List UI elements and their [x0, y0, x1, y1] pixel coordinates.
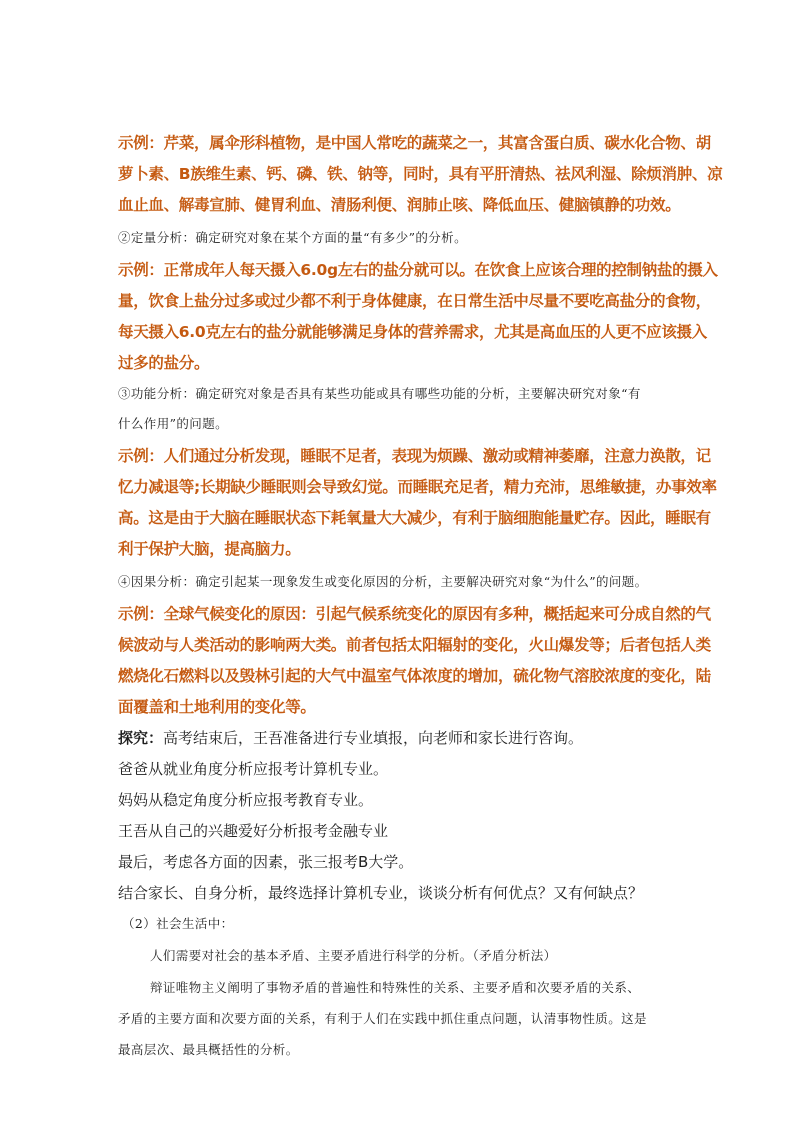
example-salt-line-2: 量，饮食上盐分过多或过少都不利于身体健康，在日常生活中尽量不要吃高盐分的食物，	[118, 292, 711, 310]
social-life-paragraph-2-line-1: 辩证唯物主义阐明了事物矛盾的普遍性和特殊性的关系、主要矛盾和次要矛盾的关系、	[150, 980, 641, 995]
exploration-label: 探究：	[118, 729, 164, 747]
example-salt-line-4: 过多的盐分。	[118, 354, 210, 372]
exploration-text: 高考结束后，王吾准备进行专业填报，向老师和家长进行咨询。	[163, 729, 584, 747]
example-climate-line-2: 候波动与人类活动的影响两大类。前者包括太阳辐射的变化，火山爆发等；后者包括人类	[118, 636, 711, 654]
exploration-intro	[118, 727, 583, 748]
social-life-paragraph-2-line-3: 最高层次、最具概括性的分析。	[118, 1042, 299, 1057]
social-life-paragraph-2-line-2: 矛盾的主要方面和次要方面的关系，有利于人们在实践中抓住重点问题，认清事物性质。这是	[118, 1011, 647, 1026]
function-analysis-heading-line-2: 什么作用”的问题。	[118, 416, 228, 431]
example-climate-line-1: 示例：全球气候变化的原因：引起气候系统变化的原因有多种，概括起来可分成自然的气	[118, 605, 711, 623]
exploration-dad-line: 爸爸从就业角度分析应报考计算机专业。	[118, 760, 389, 778]
example-sleep-line-2: 忆力减退等;长期缺少睡眠则会导致幻觉。而睡眠充足者，精力充沛，思维敏捷，办事效率	[118, 478, 717, 496]
example-sleep-line-1: 示例：人们通过分析发现，睡眠不足者，表现为烦躁、激动或精神萎靡，注意力涣散，记	[118, 447, 711, 465]
causal-analysis-heading: ④因果分析：确定引起某一现象发生或变化原因的分析，主要解决研究对象“为什么”的问题。	[118, 574, 648, 589]
exploration-self-line: 王吾从自己的兴趣爱好分析报考金融专业	[118, 822, 389, 840]
example-celery-line-3: 血止血、解毒宣肺、健胃利血、清肠利便、润肺止咳、降低血压、健脑镇静的功效。	[118, 196, 681, 214]
function-analysis-heading-line-1: ③功能分析：确定研究对象是否具有某些功能或具有哪些功能的分析，主要解决研究对象“有	[118, 386, 641, 401]
example-celery-line-1: 示例：芹菜，属伞形科植物，是中国人常吃的蔬菜之一，其富含蛋白质、碳水化合物、胡	[118, 134, 711, 152]
example-salt-line-3: 每天摄入6.0克左右的盐分就能够满足身体的营养需求，尤其是高血压的人更不应该摄入	[118, 323, 707, 341]
quantitative-analysis-heading: ②定量分析：确定研究对象在某个方面的量“有多少”的分析。	[118, 230, 467, 245]
social-life-paragraph-1: 人们需要对社会的基本矛盾、主要矛盾进行科学的分析。（矛盾分析法）	[150, 948, 557, 963]
exploration-final-line: 最后，考虑各方面的因素，张三报考B大学。	[118, 853, 414, 871]
exploration-mom-line: 妈妈从稳定角度分析应报考教育专业。	[118, 791, 374, 809]
example-celery-line-2: 萝卜素、B族维生素、钙、磷、铁、钠等，同时，具有平肝清热、祛风利湿、除烦消肿、凉	[118, 165, 723, 183]
example-salt-line-1: 示例：正常成年人每天摄入6.0g左右的盐分就可以。在饮食上应该合理的控制钠盐的摄入	[118, 261, 718, 279]
exploration-question-line: 结合家长、自身分析，最终选择计算机专业，谈谈分析有何优点？又有何缺点？	[118, 884, 644, 902]
example-sleep-line-3: 高。这是由于大脑在睡眠状态下耗氧量大大减少，有利于脑细胞能量贮存。因此，睡眠有	[118, 509, 711, 527]
example-sleep-line-4: 利于保护大脑，提高脑力。	[118, 540, 301, 558]
social-life-heading: （2）社会生活中：	[122, 916, 234, 931]
example-climate-line-3: 燃烧化石燃料以及毁林引起的大气中温室气体浓度的增加，硫化物气溶胶浓度的变化，陆	[118, 667, 711, 685]
example-climate-line-4: 面覆盖和土地利用的变化等。	[118, 698, 316, 716]
